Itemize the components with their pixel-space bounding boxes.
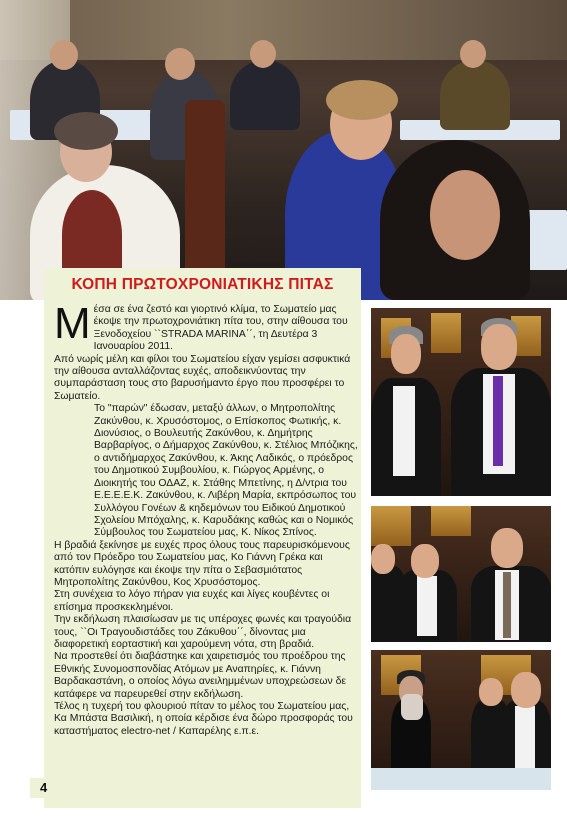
photo-person-face <box>391 334 421 374</box>
priest-photo <box>371 650 551 790</box>
photo-person-head <box>250 40 276 68</box>
event-crowd-photo <box>0 0 567 300</box>
page-number: 4 <box>40 780 48 795</box>
photo-woman-hair <box>326 80 398 120</box>
article-paragraph: Η βραδιά ξεκίνησε με ευχές προς όλους τους παρευρισκόμενους από τον Πρόεδρο του Σωματείου μας, Κο Γιάννη Γρέκα και κατόπιν ευλόγησε και έκοψε την πίτα ο Σεβασμιότατος Μητροπολίτης Ζακύνθου, Κος Χρυσόστομος. <box>54 539 350 588</box>
photo-speaker-face <box>481 324 517 370</box>
speech-photo-1 <box>371 308 551 496</box>
article-paragraph: Να προστεθεί ότι διαβάστηκε και χαιρετισμός του προέδρου της Εθνικής Συνομοσπονδίας Ατόμων με Αναπηρίες, κ. Γιάννη Βαρδακαστάνη, ο οποίος λόγω ανειλημμένων υποχρεώσεων δε κατάφερε να παρευρεθεί στην εκδήλωση. <box>54 651 347 700</box>
article-paragraph: Την εκδήλωση πλαισίωσαν με τις υπέροχες φωνές και τραγούδια τους, ``Οι Τραγουδιστάδες του Ζάκυθου΄΄, δίνοντας μια διαφορετική εορταστική και χαρούμενη νότα, στη βραδιά. <box>54 614 352 650</box>
photo-woman-face <box>430 170 500 260</box>
page-margin <box>555 300 567 822</box>
photo-person <box>230 60 300 130</box>
photo-woman-hair <box>54 112 118 150</box>
article-box <box>44 268 361 808</box>
photo-person <box>440 60 510 130</box>
article-paragraph: έσα σε ένα ζεστό και γιορτινό κλίμα, το Σωματείο μας έκοψε την πρωτοχρονιάτικη πίτα του, στην αίθουσα του Ξενοδοχείου ``STRADA MARINA΄΄, τη Δευτέρα 3 Ιανουαρίου 2011. <box>93 304 348 353</box>
article-paragraph: Από νωρίς μέλη και φίλοι του Σωματείου είχαν γεμίσει ασφυκτικά την αίθουσα ανταλλάζοντας ευχές, αποδεικνύοντας την συμπαράσταση τους στο βαρυσήμαντο έργο που προσφέρει το Σωματείο. <box>54 353 351 402</box>
drop-cap: Μ <box>54 299 91 348</box>
article-body <box>54 299 360 738</box>
article-paragraph: Το "παρών" έδωσαν, μεταξύ άλλων, ο Μητροπολίτης Ζακύνθου, κ. Χρυσόστομος, ο Επίσκοπος Φωτικής, κ. Διονύσιος, ο Βουλευτής Ζακύνθου, κ. Δημήτρης Βαρβαρίγος, ο Δήμαρχος Ζακύνθου, κ. Στέλιος Μπόζικης, ο αντιδήμαρχος Ζακύνθου, κ. Άκης Λαδικός, ο πρόεδρος του Δημοτικού Συμβουλίου, κ. Γιώργος Αρμένης, ο Διοικητής του ΟΔΑΖ, κ. Στάθης Μπετίνης, η Δ/ντρια του Ε.Ε.Ε.Ε.Κ. Ζακύνθου, κ. Λιβέρη Μαρία, εκπρόσωπος του Συλλόγου Γονέων & κηδεμόνων του Ειδικού Δημοτικού Σχολείου Μπόχαλης, κ. Καρυδάκης καθώς και ο Νομικός Σύμβουλος του Σωματείου μας, Κ. Νίκος Σπίνος. <box>94 403 358 539</box>
article-title: ΚΟΠΗ ΠΡΩΤΟΧΡΟΝΙΑΤΙΚΗΣ ΠΙΤΑΣ <box>71 276 334 293</box>
photo-person-face <box>411 544 439 578</box>
article-paragraph: Τέλος η τυχερή του φλουριού πίταν το μέλος του Σωματείου μας, Κα Μπάστα Βασιλική, η οποία κέρδισε ένα δώρο προσφοράς του καταστήματος electro-net / Καπαρέλης ε.π.ε. <box>54 701 353 737</box>
photo-person-head <box>50 40 78 70</box>
photo-chair <box>185 100 225 280</box>
speech-photo-2 <box>371 506 551 642</box>
photo-person-head <box>460 40 486 68</box>
photo-speaker-face <box>511 672 541 708</box>
photo-speaker-face <box>491 528 523 568</box>
photo-red-top <box>62 190 122 280</box>
photo-person-head <box>165 48 195 80</box>
article-paragraph: Στη συνέχεια το λόγο πήραν για ευχές και λίγες κουβέντες οι επίσημα προσκεκλημένοι. <box>54 589 330 613</box>
